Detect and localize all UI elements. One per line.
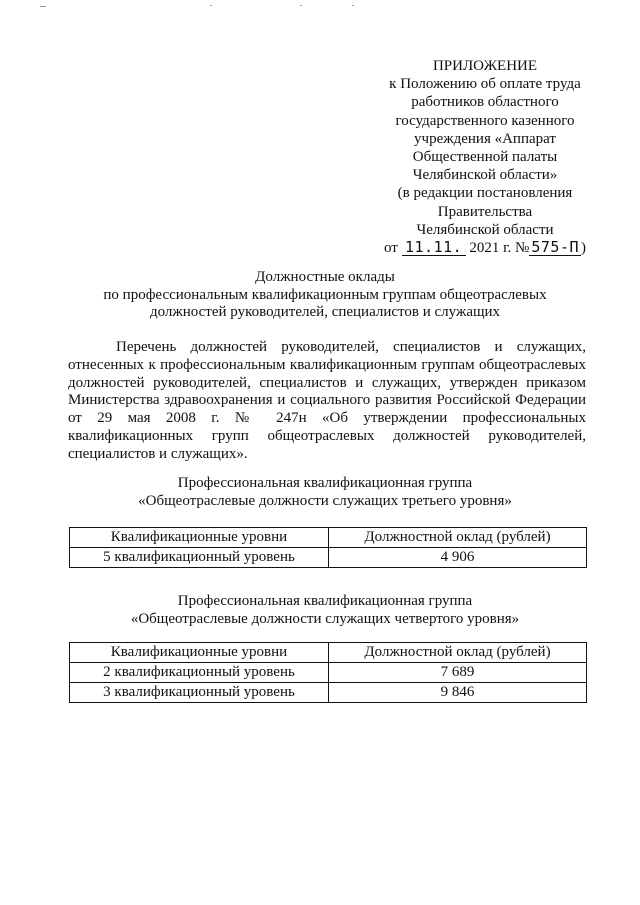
intro-paragraph [68,339,586,464]
doc-number: 575-П [531,238,580,257]
table-cell-level: 3 квалификационный уровень [70,683,329,703]
group1-heading [60,474,590,510]
appendix-title: ПРИЛОЖЕНИЕ [432,58,538,74]
table-row [70,663,587,683]
group2-heading [60,592,590,628]
scan-speck [352,5,354,6]
group1-heading-line: «Общеотраслевые должности служащих третьего уровня» [138,493,512,509]
appendix-line: Общественной палаты [412,149,558,166]
table-cell-salary: 7 689 [329,663,587,683]
appendix-line: работников областного [411,94,559,111]
group2-heading-line: «Общеотраслевые должности служащих четвертого уровня» [130,611,520,627]
title-line: Должностные оклады [255,269,395,285]
appendix-block [360,57,610,257]
group1-table [69,527,587,568]
table-row [70,548,587,568]
table-cell-salary: 9 846 [329,683,587,703]
appendix-line: Челябинской области [416,221,554,238]
table-header-cell: Должностной оклад (рублей) [329,643,587,663]
table-header-row [70,528,587,548]
date-year: 2021 г. № [469,240,530,257]
table-header-cell: Квалификационные уровни [70,643,329,663]
table-cell-level: 2 квалификационный уровень [70,663,329,683]
document-title [60,269,590,322]
title-line: по профессиональным квалификационным группам общеотраслевых [103,286,547,303]
table-header-cell: Квалификационные уровни [70,528,329,548]
scan-speck [300,5,302,6]
appendix-line: Правительства [437,203,533,220]
title-line: должностей руководителей, специалистов и служащих [149,304,501,320]
group1-heading-line: Профессиональная квалификационная группа [177,475,473,491]
appendix-line: (в редакции постановления [397,185,573,202]
scan-speck [210,5,212,6]
table-header-row [70,643,587,663]
date-suffix: ) [581,240,587,257]
appendix-line: Челябинской области» [412,167,558,184]
appendix-line: к Положению об оплате труда [389,76,581,93]
group2-table [69,642,587,703]
group2-heading-line: Профессиональная квалификационная группа [177,593,473,609]
date-value: 11.11. [402,240,466,256]
scan-speck [40,6,46,7]
table-row [70,683,587,703]
appendix-date-line [360,239,610,257]
paragraph-text: Перечень должностей руководителей, специалистов и служащих, отнесенных к профессиональным квалификационным группам общеотраслевых должностей руководителей, специалистов и служащих, утвержден приказом Министерства здравоохранения и социального развития Российской Федерации от 29 мая 2008 г. № 247н «Об утверждении профессиональных квалификационных групп общеотраслевых должностей руководителей, специалистов и служащих». [68,339,586,462]
date-prefix: от [383,240,398,257]
table-header-cell: Должностной оклад (рублей) [329,528,587,548]
appendix-line: учреждения «Аппарат [414,130,556,147]
appendix-line: государственного казенного [395,112,575,129]
table-cell-salary: 4 906 [329,548,587,568]
table-cell-level: 5 квалификационный уровень [70,548,329,568]
